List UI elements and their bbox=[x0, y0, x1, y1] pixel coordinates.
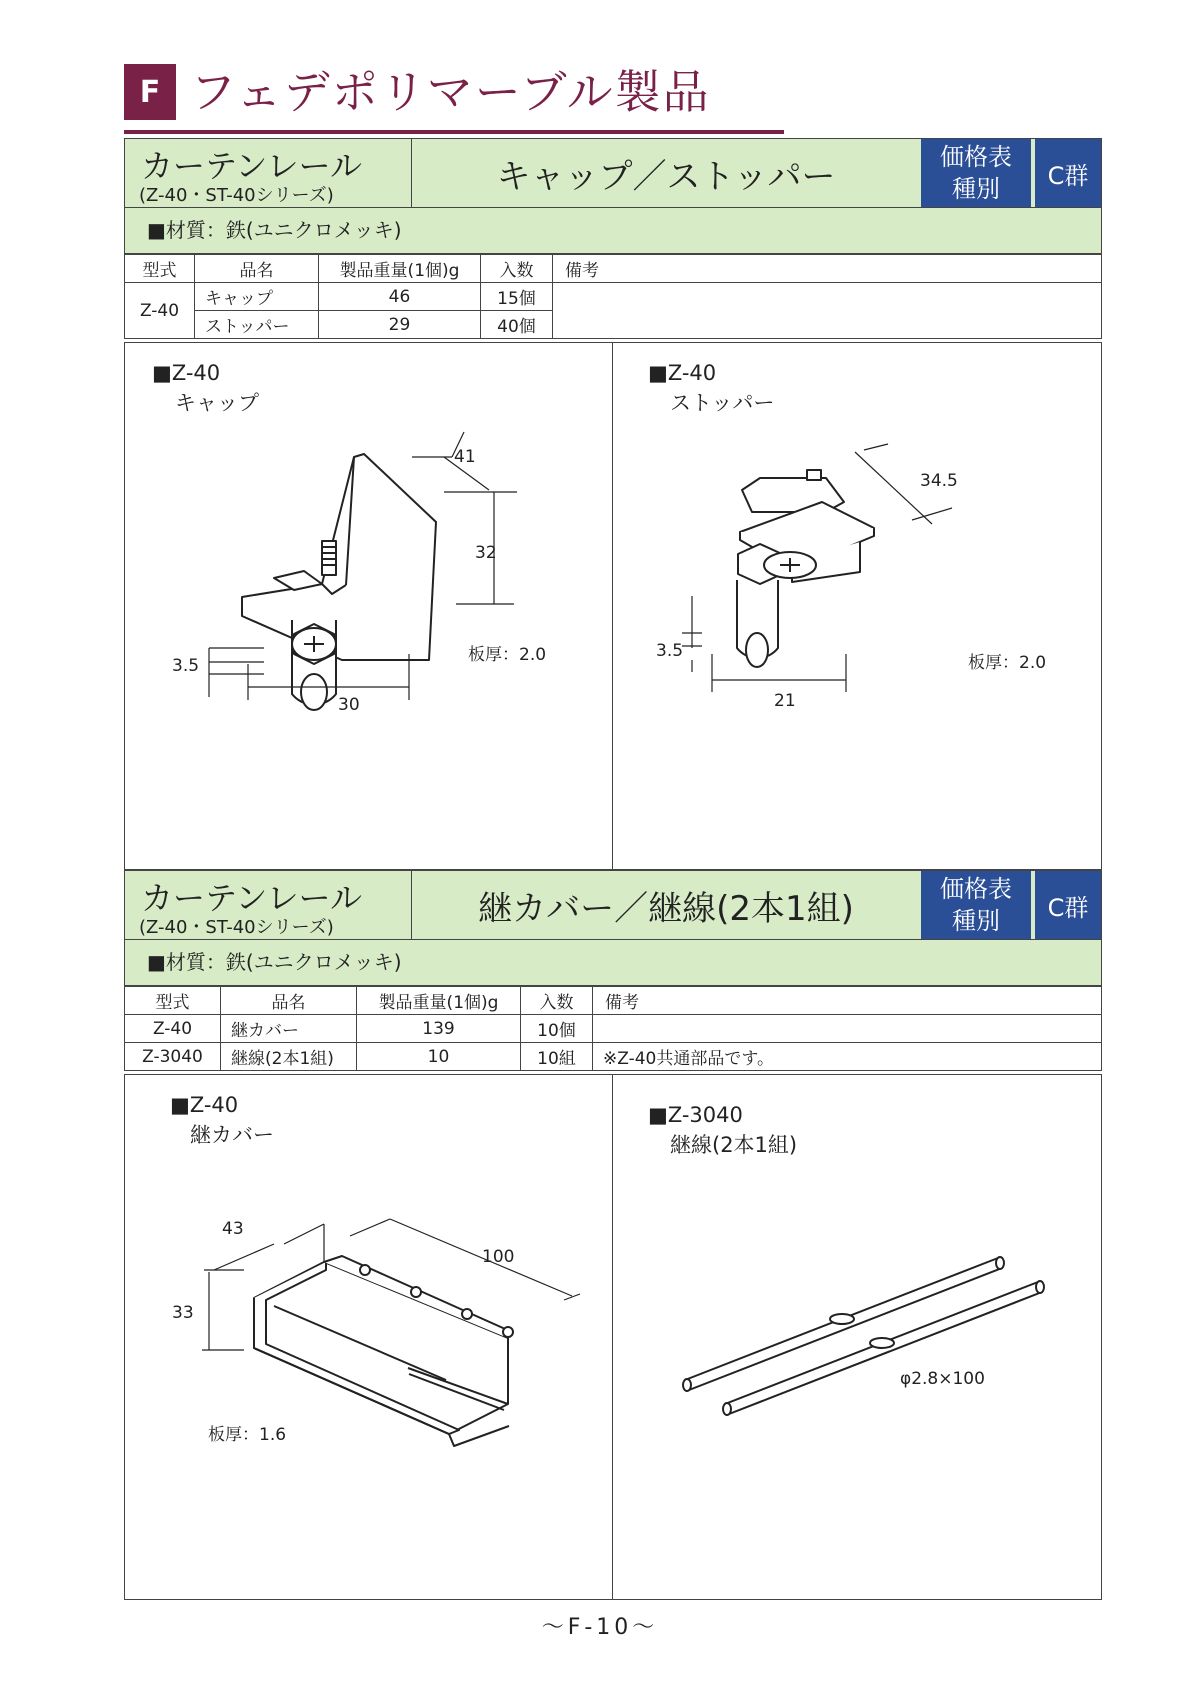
section2-header bbox=[124, 870, 1102, 940]
stopper-dim-3-5: 3.5 bbox=[656, 641, 684, 661]
cover-name-label: 継カバー bbox=[190, 1123, 274, 1147]
cap-dim-41: 41 bbox=[454, 447, 476, 467]
price-label-line1: 価格表 bbox=[940, 875, 1012, 903]
cell-note bbox=[553, 283, 1102, 339]
section2-category: カーテンレール bbox=[141, 879, 362, 917]
cap-dim-32: 32 bbox=[475, 543, 497, 563]
cell-weight: 29 bbox=[319, 311, 481, 339]
cover-model-label: ■Z-40 bbox=[170, 1093, 239, 1117]
cap-dim-30: 30 bbox=[338, 695, 360, 715]
col-weight: 製品重量(1個)g bbox=[357, 987, 521, 1015]
table-header-row bbox=[125, 987, 1102, 1015]
section1-series: (Z-40・ST-40シリーズ) bbox=[139, 185, 334, 206]
price-label-line2: 種別 bbox=[952, 175, 1000, 203]
section2-category-cell bbox=[125, 871, 412, 939]
cell-qty: 40個 bbox=[481, 311, 553, 339]
col-name: 品名 bbox=[195, 255, 319, 283]
cell-weight: 46 bbox=[319, 283, 481, 311]
cap-thickness: 板厚：2.0 bbox=[468, 645, 547, 665]
cell-model: Z-3040 bbox=[125, 1043, 221, 1071]
section2-group: C群 bbox=[1035, 871, 1101, 939]
col-qty: 入数 bbox=[481, 255, 553, 283]
stopper-drawing bbox=[612, 342, 1102, 870]
header-rule bbox=[124, 130, 784, 134]
cell-name: キャップ bbox=[195, 283, 319, 311]
section1-header bbox=[124, 138, 1102, 208]
cell-model: Z-40 bbox=[125, 1015, 221, 1043]
cell-qty: 10組 bbox=[521, 1043, 593, 1071]
section1-category: カーテンレール bbox=[141, 147, 362, 185]
cover-thickness: 板厚：1.6 bbox=[208, 1425, 287, 1445]
cap-model-label: ■Z-40 bbox=[152, 361, 221, 385]
cell-model: Z-40 bbox=[125, 283, 195, 339]
col-note: 備考 bbox=[593, 987, 1102, 1015]
col-note: 備考 bbox=[553, 255, 1102, 283]
cell-qty: 10個 bbox=[521, 1015, 593, 1043]
cell-weight: 139 bbox=[357, 1015, 521, 1043]
section1-group: C群 bbox=[1035, 139, 1101, 207]
stopper-model-label: ■Z-40 bbox=[648, 361, 717, 385]
col-qty: 入数 bbox=[521, 987, 593, 1015]
section2-material: ■材質：鉄(ユニクロメッキ) bbox=[124, 940, 1102, 986]
cover-dim-43: 43 bbox=[222, 1219, 244, 1239]
price-label-line1: 価格表 bbox=[940, 143, 1012, 171]
section1-price-label bbox=[921, 139, 1031, 207]
section-badge: F bbox=[124, 64, 176, 120]
page-number: ～F-10～ bbox=[541, 1615, 659, 1640]
cell-note bbox=[593, 1015, 1102, 1043]
wire-name-label: 継線(2本1組) bbox=[670, 1133, 798, 1157]
col-model: 型式 bbox=[125, 255, 195, 283]
cell-name: 継線(2本1組) bbox=[221, 1043, 357, 1071]
col-weight: 製品重量(1個)g bbox=[319, 255, 481, 283]
col-name: 品名 bbox=[221, 987, 357, 1015]
cell-note: ※Z-40共通部品です。 bbox=[593, 1043, 1102, 1071]
table-row bbox=[125, 1015, 1102, 1043]
section2-spec-table bbox=[124, 986, 1102, 1071]
joint-wire-drawing bbox=[612, 1074, 1102, 1600]
cell-weight: 10 bbox=[357, 1043, 521, 1071]
cap-dim-3-5: 3.5 bbox=[172, 656, 200, 676]
section2-price-label bbox=[921, 871, 1031, 939]
joint-cover-drawing bbox=[124, 1074, 612, 1600]
page-title: フェデポリマーブル製品 bbox=[190, 65, 711, 119]
table-header-row bbox=[125, 255, 1102, 283]
wire-dimension: φ2.8×100 bbox=[900, 1369, 985, 1389]
cell-name: ストッパー bbox=[195, 311, 319, 339]
stopper-name-label: ストッパー bbox=[670, 391, 775, 415]
table-row bbox=[125, 283, 1102, 311]
cover-dim-100: 100 bbox=[482, 1247, 515, 1267]
section2-series: (Z-40・ST-40シリーズ) bbox=[139, 917, 334, 938]
col-model: 型式 bbox=[125, 987, 221, 1015]
stopper-dim-21: 21 bbox=[774, 691, 796, 711]
price-label-line2: 種別 bbox=[952, 907, 1000, 935]
section1-spec-table bbox=[124, 254, 1102, 339]
section2-product-name: 継カバー／継線(2本1組) bbox=[478, 888, 854, 929]
stopper-dim-34-5: 34.5 bbox=[920, 471, 958, 491]
section1-material: ■材質：鉄(ユニクロメッキ) bbox=[124, 208, 1102, 254]
section1-product-name: キャップ／ストッパー bbox=[496, 156, 836, 197]
cap-name-label: キャップ bbox=[175, 391, 259, 415]
cover-dim-33: 33 bbox=[172, 1303, 194, 1323]
table-row bbox=[125, 1043, 1102, 1071]
section1-category-cell bbox=[125, 139, 412, 207]
cell-qty: 15個 bbox=[481, 283, 553, 311]
stopper-thickness: 板厚：2.0 bbox=[968, 653, 1047, 673]
cap-drawing bbox=[124, 342, 612, 870]
wire-model-label: ■Z-3040 bbox=[648, 1103, 743, 1127]
cell-name: 継カバー bbox=[221, 1015, 357, 1043]
